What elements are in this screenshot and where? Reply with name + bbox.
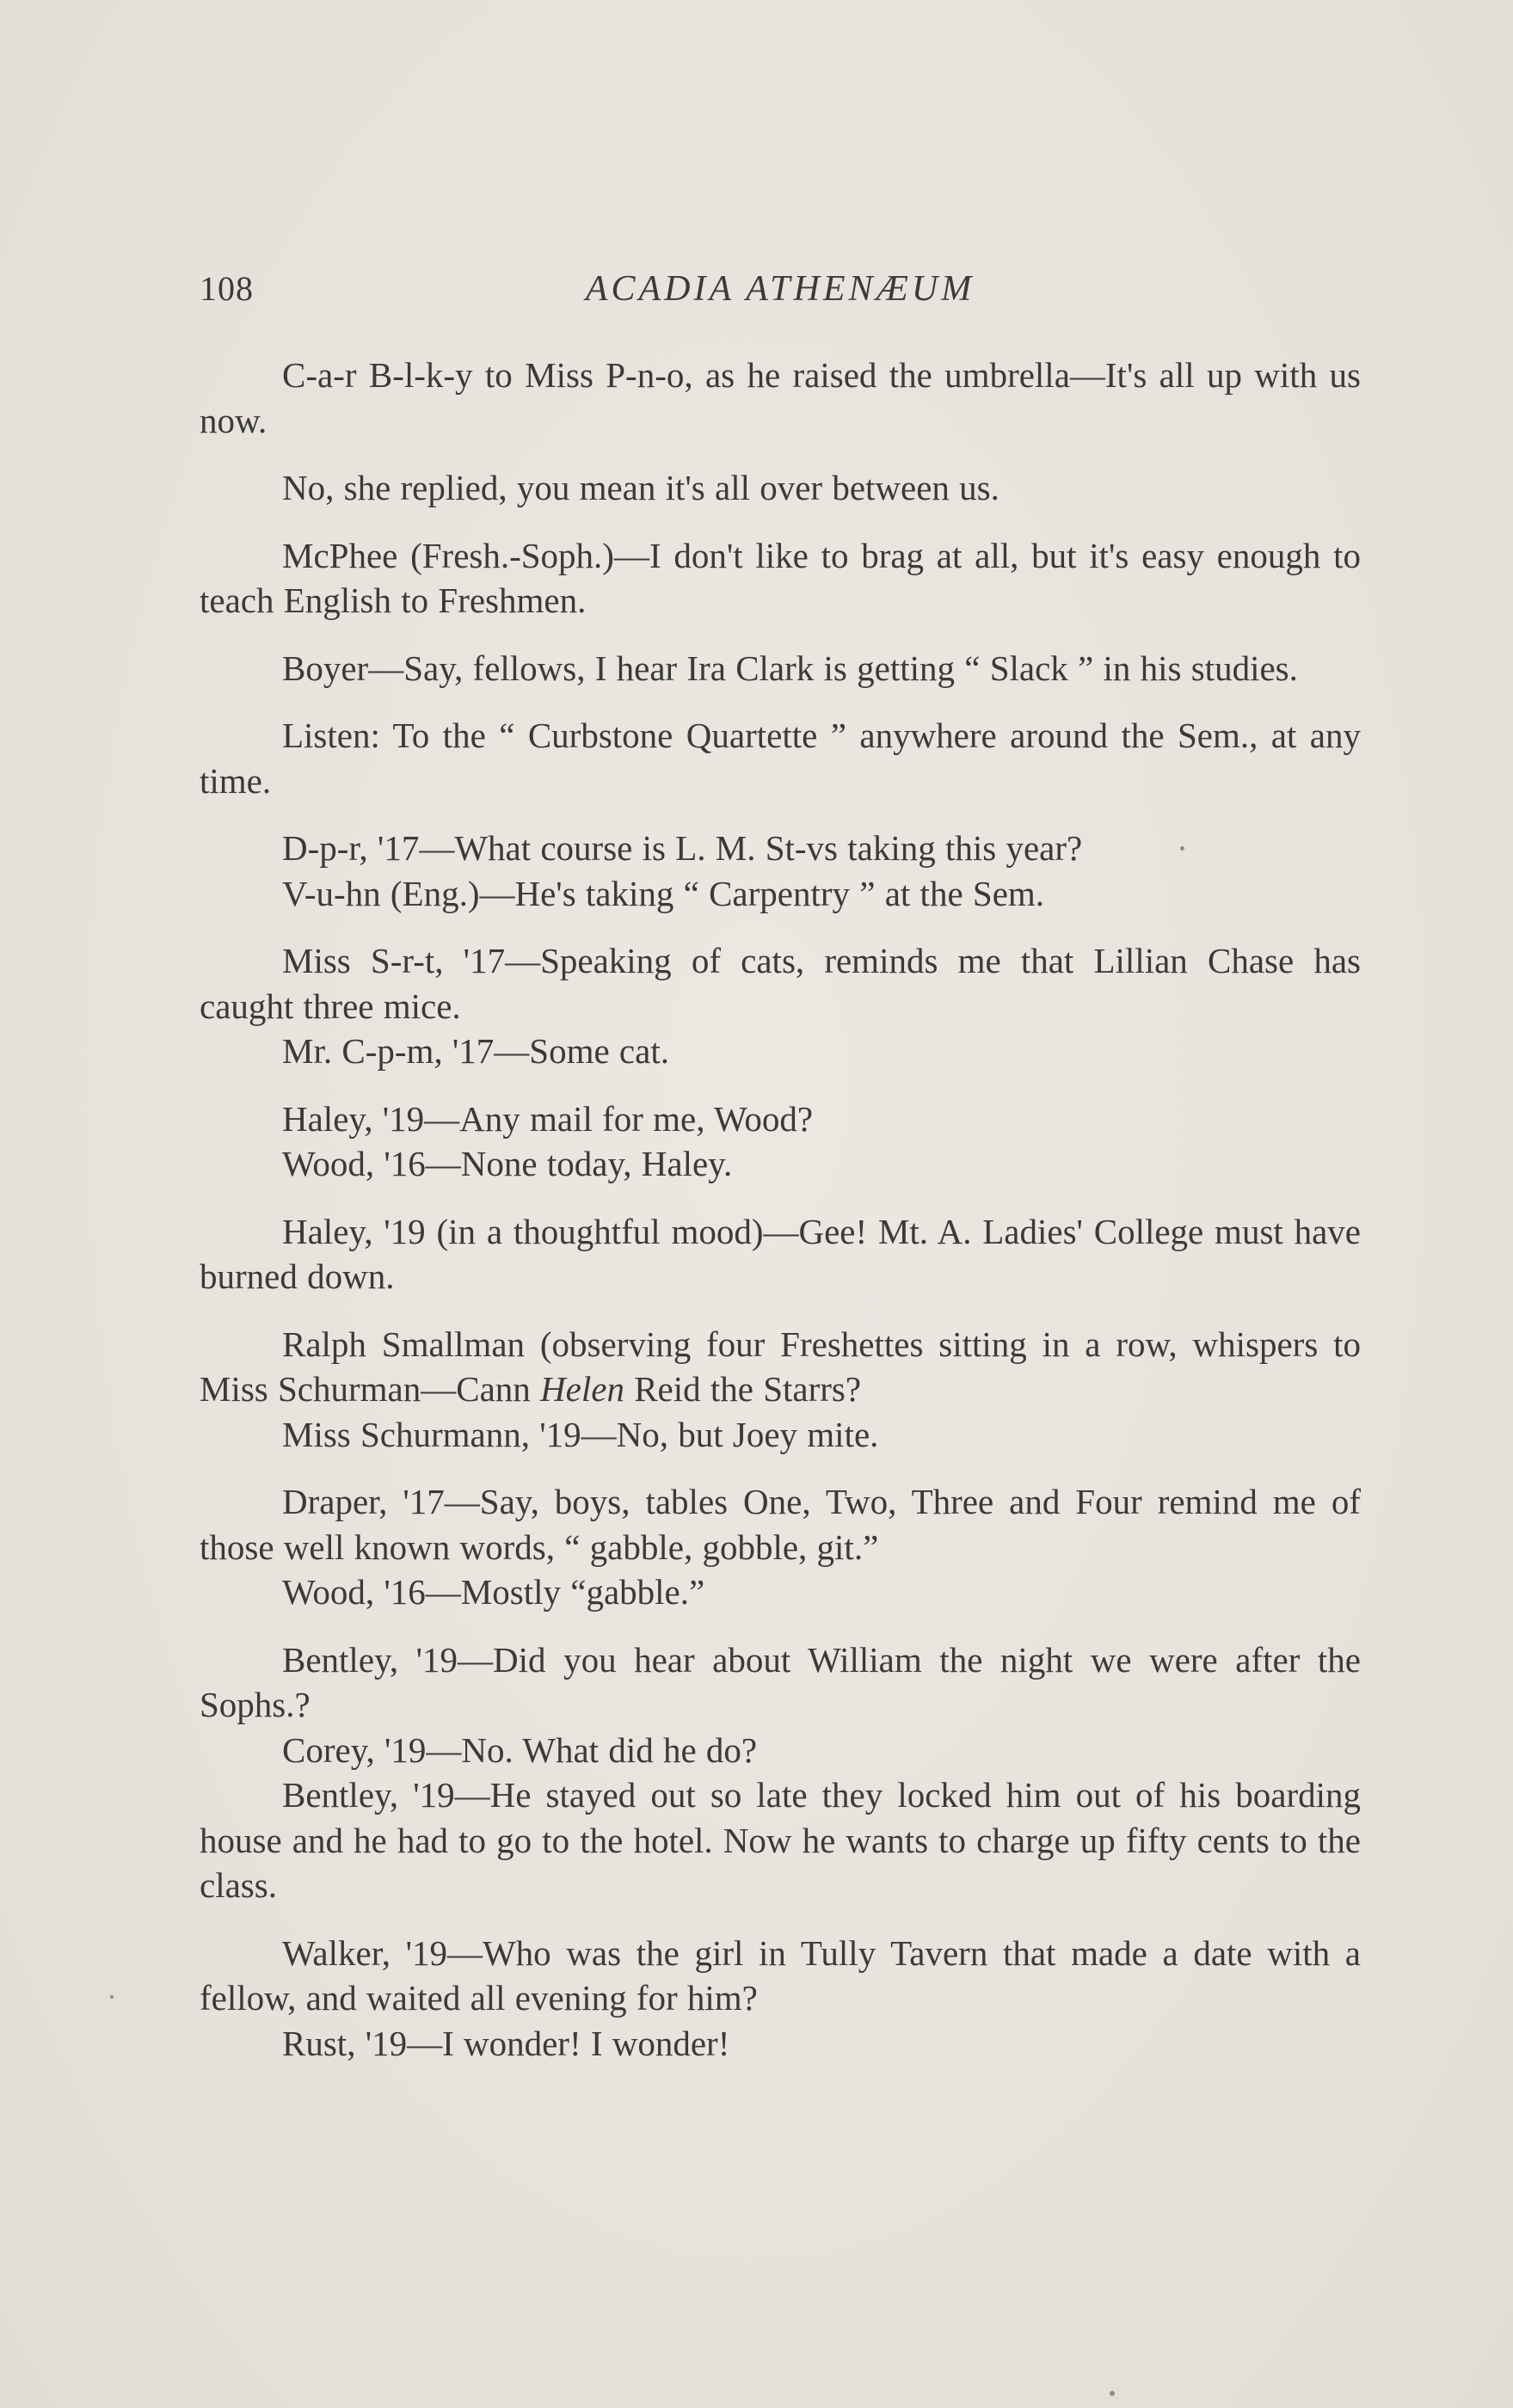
page-header [200,268,1361,320]
paragraph: Draper, '17—Say, boys, tables One, Two, Three and Four remind me of those well known words, “ gabble, gobble, git.” [200,1482,1361,1567]
paragraph: C-a-r B-l-k-y to Miss P-n-o, as he raised the umbrella—It's all up with us now. [200,355,1361,440]
paper-speck [1180,846,1184,851]
paper-speck [110,1995,114,1999]
paragraph-text: Reid the Starrs? [624,1369,862,1409]
body-text [200,353,1361,2066]
paragraph-text: Ralph Smallman (observing four Freshettes sitting in a row, whispers to Miss Schurman—Cann [200,1324,1361,1409]
paragraph: Haley, '19 (in a thoughtful mood)—Gee! Mt. A. Ladies' College must have burned down. [200,1211,1361,1296]
paragraph: D-p-r, '17—What course is L. M. St-vs taking this year? [282,828,1083,868]
paragraph: Wood, '16—None today, Haley. [282,1144,733,1183]
paragraph: Miss Schurmann, '19—No, but Joey mite. [282,1414,879,1454]
page-number: 108 [200,269,254,308]
paragraph: V-u-hn (Eng.)—He's taking “ Carpentry ” at the Sem. [282,873,1045,913]
paragraph: Corey, '19—No. What did he do? [282,1729,758,1770]
italic-name: Helen [540,1369,624,1409]
paragraph: Boyer—Say, fellows, I hear Ira Clark is getting “ Slack ” in his studies. [282,648,1298,688]
paragraph: Mr. C-p-m, '17—Some cat. [282,1031,669,1071]
paragraph: Rust, '19—I wonder! I wonder! [282,2023,730,2063]
paragraph: No, she replied, you mean it's all over between us. [282,468,999,507]
paragraph: Wood, '16—Mostly “gabble.” [282,1572,705,1612]
paragraph [200,1322,1361,1412]
paragraph: Bentley, '19—He stayed out so late they locked him out of his boarding house and he had to go to the hotel. Now he wants to charge up fifty cents to the class. [200,1775,1361,1905]
paragraph: Listen: To the “ Curbstone Quartette ” anywhere around the Sem., at any time. [200,716,1361,801]
running-head: ACADIA ATHENÆUM [585,269,975,309]
paper-speck [1110,2391,1115,2396]
paragraph: Haley, '19—Any mail for me, Wood? [282,1098,814,1139]
paragraph: Walker, '19—Who was the girl in Tully Tavern that made a date with a fellow, and waited all evening for him? [200,1932,1361,2018]
paragraph: McPhee (Fresh.-Soph.)—I don't like to brag at all, but it's easy enough to teach English to Freshmen. [200,535,1361,620]
paragraph: Miss S-r-t, '17—Speaking of cats, reminds me that Lillian Chase has caught three mice. [200,941,1361,1026]
paragraph: Bentley, '19—Did you hear about William the night we were after the Sophs.? [200,1639,1361,1724]
